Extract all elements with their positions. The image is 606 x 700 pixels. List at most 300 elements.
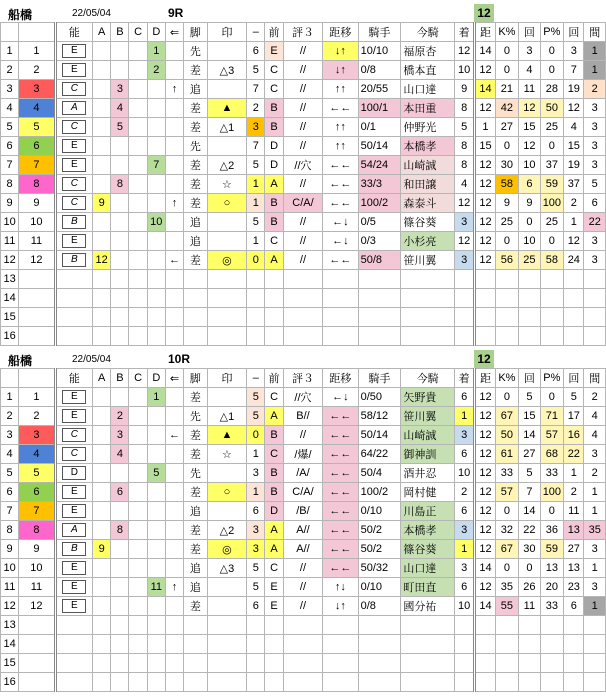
running-style-cell: 差 [184, 521, 208, 540]
prediction-mark-cell: ☆ [207, 445, 247, 464]
ability-grade-box: E [62, 485, 86, 499]
running-style-cell: 先 [184, 137, 208, 156]
jockey-name-cell: 山崎誠 [401, 156, 455, 175]
prediction-mark-cell [207, 232, 247, 251]
row-index-cell: 8 [1, 175, 19, 194]
table-row [1, 99, 606, 118]
table-row [1, 654, 606, 673]
race-header [0, 4, 606, 22]
col-a-cell [93, 42, 111, 61]
ability-grade-box: C [62, 428, 86, 442]
p-percent-cell [540, 616, 564, 635]
ability-grade-cell [55, 654, 92, 673]
gate-number-cell: 10 [19, 559, 55, 578]
count2-cell: 5 [564, 388, 584, 407]
ability-grade-box: C [62, 196, 86, 210]
eval3-cell [283, 654, 323, 673]
header-running-style: 脚 [184, 369, 208, 388]
count2-cell: 37 [564, 175, 584, 194]
finish-cell: 12 [454, 232, 474, 251]
col-c-cell [129, 559, 147, 578]
col-c-cell [129, 407, 147, 426]
col-a-cell [93, 559, 111, 578]
count2-cell: 7 [564, 61, 584, 80]
table-row [1, 289, 606, 308]
count2-cell: 17 [564, 407, 584, 426]
prev-dash-cell: 2 [247, 99, 265, 118]
finish-cell: 3 [454, 251, 474, 270]
col-a-cell [93, 388, 111, 407]
distance-move-cell: ←↓ [323, 388, 358, 407]
row-index-cell: 1 [1, 388, 19, 407]
move-arrow-cell [165, 99, 183, 118]
col-a-cell [93, 137, 111, 156]
jockey-stats-cell: 50/14 [358, 426, 401, 445]
k-percent-cell: 0 [495, 61, 519, 80]
finish-cell [454, 270, 474, 289]
header-prev-dash: – [247, 23, 265, 42]
header-col-d: D [147, 369, 165, 388]
jockey-stats-cell: 20/55 [358, 80, 401, 99]
col-d-cell: 11 [147, 578, 165, 597]
eval3-cell: // [283, 118, 323, 137]
p-percent-cell: 36 [540, 521, 564, 540]
finish-cell: 9 [454, 80, 474, 99]
ability-grade-box: B [62, 253, 86, 267]
move-arrow-cell [165, 407, 183, 426]
col-a-cell: 9 [93, 194, 111, 213]
header-jockey-name: 今騎 [401, 23, 455, 42]
finish-cell: 10 [454, 61, 474, 80]
distance-move-cell: ↑↑ [323, 137, 358, 156]
interval-cell: 6 [584, 194, 606, 213]
running-style-cell: 差 [184, 61, 208, 80]
ability-grade-box: C [62, 120, 86, 134]
header-row-index [1, 23, 19, 42]
col-d-cell: 10 [147, 213, 165, 232]
prev-dash-cell: 1 [247, 445, 265, 464]
running-style-cell [184, 635, 208, 654]
finish-cell [454, 673, 474, 692]
ability-grade-box: E [62, 599, 86, 613]
count1-cell: 0 [519, 213, 540, 232]
count2-cell: 23 [564, 578, 584, 597]
prev-dash-cell [247, 289, 265, 308]
interval-cell: 3 [584, 232, 606, 251]
col-a-cell [93, 597, 111, 616]
move-arrow-cell [165, 175, 183, 194]
col-b-cell [111, 194, 129, 213]
interval-cell: 3 [584, 578, 606, 597]
eval3-cell [283, 616, 323, 635]
running-style-cell: 追 [184, 80, 208, 99]
finish-cell: 6 [454, 502, 474, 521]
count2-cell [564, 270, 584, 289]
count1-cell: 25 [519, 251, 540, 270]
row-index-cell: 12 [1, 597, 19, 616]
distance-move-cell [323, 635, 358, 654]
count1-cell: 14 [519, 502, 540, 521]
distance-move-cell: ↓↑ [323, 597, 358, 616]
distance-move-cell: ←← [323, 559, 358, 578]
row-index-cell: 2 [1, 407, 19, 426]
running-style-cell: 差 [184, 388, 208, 407]
interval-cell: 1 [584, 483, 606, 502]
eval3-cell: /爆/ [283, 445, 323, 464]
prediction-mark-cell: ○ [207, 483, 247, 502]
row-index-cell: 13 [1, 270, 19, 289]
move-arrow-cell [165, 270, 183, 289]
p-percent-cell [540, 673, 564, 692]
prev-dash-cell: 5 [247, 61, 265, 80]
ability-grade-cell [55, 61, 92, 80]
k-percent-cell: 0 [495, 232, 519, 251]
distance-cell: 12 [475, 99, 495, 118]
distance-move-cell: ←← [323, 502, 358, 521]
k-percent-cell [495, 654, 519, 673]
eval3-cell: // [283, 61, 323, 80]
col-c-cell [129, 635, 147, 654]
prev-grade-cell: C [265, 80, 283, 99]
running-style-cell: 差 [184, 118, 208, 137]
race-table [0, 22, 606, 346]
header-prev-dash: – [247, 369, 265, 388]
prev-dash-cell [247, 654, 265, 673]
header-distance: 距 [475, 23, 495, 42]
running-style-cell: 先 [184, 464, 208, 483]
table-row [1, 42, 606, 61]
count2-cell [564, 289, 584, 308]
count2-cell: 12 [564, 99, 584, 118]
prev-dash-cell: 0 [247, 251, 265, 270]
p-percent-cell: 71 [540, 407, 564, 426]
count1-cell: 26 [519, 578, 540, 597]
col-b-cell [111, 673, 129, 692]
move-arrow-cell [165, 156, 183, 175]
prev-dash-cell: 5 [247, 559, 265, 578]
prediction-mark-cell [207, 327, 247, 346]
table-row [1, 61, 606, 80]
count2-cell: 27 [564, 540, 584, 559]
distance-cell: 12 [475, 156, 495, 175]
eval3-cell: B// [283, 407, 323, 426]
col-a-cell [93, 118, 111, 137]
distance-cell: 12 [475, 251, 495, 270]
header-p-percent: P% [540, 369, 564, 388]
move-arrow-cell [165, 445, 183, 464]
col-c-cell [129, 137, 147, 156]
move-arrow-cell [165, 673, 183, 692]
prev-grade-cell: B [265, 483, 283, 502]
table-row [1, 175, 606, 194]
header-distance: 距 [475, 369, 495, 388]
eval3-cell [283, 327, 323, 346]
move-arrow-cell [165, 616, 183, 635]
finish-cell: 3 [454, 213, 474, 232]
distance-move-cell: ←← [323, 521, 358, 540]
k-percent-cell: 0 [495, 137, 519, 156]
move-arrow-cell [165, 597, 183, 616]
ability-grade-box: A [62, 101, 86, 115]
gate-number-cell: 10 [19, 213, 55, 232]
k-percent-cell: 57 [495, 483, 519, 502]
running-style-cell: 差 [184, 194, 208, 213]
gate-number-cell: 12 [19, 251, 55, 270]
prev-grade-cell: A [265, 521, 283, 540]
interval-cell: 3 [584, 137, 606, 156]
p-percent-cell: 25 [540, 118, 564, 137]
jockey-name-cell: 國分祐 [401, 597, 455, 616]
p-percent-cell: 68 [540, 445, 564, 464]
ability-grade-cell [55, 137, 92, 156]
gate-number-cell: 9 [19, 540, 55, 559]
col-d-cell: 2 [147, 61, 165, 80]
finish-cell [454, 616, 474, 635]
header-prediction-mark: 印 [207, 23, 247, 42]
eval3-cell [283, 308, 323, 327]
distance-cell [475, 308, 495, 327]
count2-cell: 19 [564, 80, 584, 99]
p-percent-cell [540, 270, 564, 289]
prev-grade-cell [265, 289, 283, 308]
finish-cell [454, 327, 474, 346]
col-d-cell [147, 426, 165, 445]
eval3-cell: A// [283, 540, 323, 559]
prev-dash-cell [247, 635, 265, 654]
table-row [1, 597, 606, 616]
jockey-stats-cell: 0/8 [358, 61, 401, 80]
prev-grade-cell: E [265, 42, 283, 61]
ability-grade-cell [55, 289, 92, 308]
distance-cell: 1 [475, 118, 495, 137]
move-arrow-cell [165, 654, 183, 673]
distance-move-cell [323, 616, 358, 635]
move-arrow-cell [165, 464, 183, 483]
count2-cell: 15 [564, 137, 584, 156]
k-percent-cell: 0 [495, 559, 519, 578]
eval3-cell: // [283, 99, 323, 118]
eval3-cell: /B/ [283, 502, 323, 521]
col-a-cell [93, 673, 111, 692]
eval3-cell: // [283, 232, 323, 251]
count2-cell: 3 [564, 42, 584, 61]
interval-cell: 1 [584, 42, 606, 61]
interval-cell: 3 [584, 118, 606, 137]
p-percent-cell: 0 [540, 42, 564, 61]
count1-cell: 3 [519, 42, 540, 61]
distance-cell: 12 [475, 388, 495, 407]
finish-cell: 1 [454, 407, 474, 426]
row-index-cell: 6 [1, 483, 19, 502]
finish-cell: 3 [454, 521, 474, 540]
col-b-cell: 5 [111, 118, 129, 137]
race-date: 22/05/04 [72, 8, 111, 19]
gate-number-cell: 5 [19, 118, 55, 137]
ability-grade-cell [55, 156, 92, 175]
interval-cell: 2 [584, 388, 606, 407]
k-percent-cell: 25 [495, 213, 519, 232]
jockey-stats-cell: 50/2 [358, 540, 401, 559]
ability-grade-cell [55, 616, 92, 635]
header-row-index [1, 369, 19, 388]
row-index-cell: 15 [1, 654, 19, 673]
p-percent-cell: 0 [540, 61, 564, 80]
col-d-cell [147, 232, 165, 251]
running-style-cell: 追 [184, 578, 208, 597]
k-percent-cell: 55 [495, 597, 519, 616]
jockey-stats-cell [358, 270, 401, 289]
jockey-name-cell: 酒井忍 [401, 464, 455, 483]
interval-cell: 1 [584, 61, 606, 80]
header-row [1, 369, 606, 388]
col-c-cell [129, 445, 147, 464]
prev-grade-cell: D [265, 502, 283, 521]
col-d-cell: 1 [147, 388, 165, 407]
ability-grade-cell [55, 483, 92, 502]
header-ability-grade: 能 [55, 23, 92, 42]
col-d-cell [147, 559, 165, 578]
finish-cell: 12 [454, 194, 474, 213]
race-number: 9R [168, 6, 184, 20]
ability-grade-cell [55, 635, 92, 654]
header-finish: 着 [454, 23, 474, 42]
gate-number-cell: 6 [19, 483, 55, 502]
row-index-cell: 14 [1, 289, 19, 308]
prev-grade-cell: A [265, 540, 283, 559]
running-style-cell [184, 289, 208, 308]
col-d-cell [147, 597, 165, 616]
col-c-cell [129, 483, 147, 502]
running-style-cell: 差 [184, 251, 208, 270]
move-arrow-cell: ↑ [165, 194, 183, 213]
col-c-cell [129, 673, 147, 692]
distance-move-cell: ↑↑ [323, 118, 358, 137]
ability-grade-cell [55, 464, 92, 483]
jockey-stats-cell [358, 327, 401, 346]
jockey-stats-cell: 64/22 [358, 445, 401, 464]
distance-move-cell: ←← [323, 464, 358, 483]
header-ability-grade: 能 [55, 369, 92, 388]
prev-dash-cell: 1 [247, 483, 265, 502]
distance-move-cell: ←↓ [323, 213, 358, 232]
ability-grade-box: C [62, 447, 86, 461]
move-arrow-cell: ↑ [165, 80, 183, 99]
col-c-cell [129, 578, 147, 597]
table-row [1, 156, 606, 175]
finish-cell: 10 [454, 597, 474, 616]
race-number: 10R [168, 352, 191, 366]
col-b-cell: 4 [111, 445, 129, 464]
finish-cell [454, 654, 474, 673]
move-arrow-cell: ← [165, 251, 183, 270]
distance-cell: 12 [475, 61, 495, 80]
table-row [1, 232, 606, 251]
distance-move-cell [323, 308, 358, 327]
prediction-mark-cell [207, 42, 247, 61]
p-percent-cell [540, 308, 564, 327]
prev-dash-cell: 5 [247, 407, 265, 426]
header-running-style: 脚 [184, 23, 208, 42]
table-row [1, 327, 606, 346]
header-col-c: C [129, 23, 147, 42]
interval-cell: 3 [584, 99, 606, 118]
jockey-stats-cell: 0/10 [358, 502, 401, 521]
header-jockey-stats: 騎手 [358, 369, 401, 388]
header-col-a: A [93, 369, 111, 388]
distance-cell: 12 [475, 540, 495, 559]
distance-move-cell [323, 327, 358, 346]
jockey-name-cell [401, 270, 455, 289]
col-a-cell: 9 [93, 540, 111, 559]
distance-cell [475, 635, 495, 654]
table-row [1, 388, 606, 407]
col-d-cell [147, 407, 165, 426]
ability-grade-cell [55, 42, 92, 61]
col-a-cell [93, 308, 111, 327]
table-row [1, 251, 606, 270]
finish-cell: 6 [454, 445, 474, 464]
jockey-name-cell: 川島正 [401, 502, 455, 521]
move-arrow-cell [165, 559, 183, 578]
col-b-cell: 3 [111, 80, 129, 99]
count2-cell: 2 [564, 194, 584, 213]
move-arrow-cell [165, 213, 183, 232]
ability-grade-cell [55, 194, 92, 213]
col-d-cell [147, 327, 165, 346]
col-a-cell [93, 175, 111, 194]
col-b-cell [111, 137, 129, 156]
header-count1: 回 [519, 369, 540, 388]
col-a-cell [93, 635, 111, 654]
count2-cell [564, 654, 584, 673]
jockey-name-cell: 篠谷葵 [401, 540, 455, 559]
finish-cell: 8 [454, 156, 474, 175]
distance-cell: 12 [475, 502, 495, 521]
header-gate-number [19, 369, 55, 388]
col-d-cell: 1 [147, 42, 165, 61]
gate-number-cell [19, 289, 55, 308]
k-percent-cell: 35 [495, 578, 519, 597]
prediction-mark-cell [207, 213, 247, 232]
col-b-cell [111, 232, 129, 251]
ability-grade-cell [55, 578, 92, 597]
interval-cell: 3 [584, 156, 606, 175]
prediction-mark-cell [207, 635, 247, 654]
count1-cell: 11 [519, 597, 540, 616]
distance-move-cell: ←← [323, 426, 358, 445]
prev-grade-cell: C [265, 232, 283, 251]
interval-cell: 2 [584, 80, 606, 99]
jockey-name-cell: 福原杏 [401, 42, 455, 61]
count2-cell: 1 [564, 464, 584, 483]
jockey-name-cell: 笹川翼 [401, 251, 455, 270]
col-c-cell [129, 213, 147, 232]
count1-cell: 4 [519, 61, 540, 80]
header-eval3: 評３ [283, 23, 323, 42]
ability-grade-cell [55, 673, 92, 692]
distance-cell: 12 [475, 445, 495, 464]
header-distance-move: 距移 [323, 369, 358, 388]
table-row [1, 80, 606, 99]
header-k-percent: K% [495, 23, 519, 42]
col-c-cell [129, 521, 147, 540]
gate-number-cell: 9 [19, 194, 55, 213]
running-style-cell [184, 654, 208, 673]
jockey-stats-cell: 54/24 [358, 156, 401, 175]
col-a-cell [93, 61, 111, 80]
running-style-cell [184, 616, 208, 635]
p-percent-cell: 37 [540, 156, 564, 175]
